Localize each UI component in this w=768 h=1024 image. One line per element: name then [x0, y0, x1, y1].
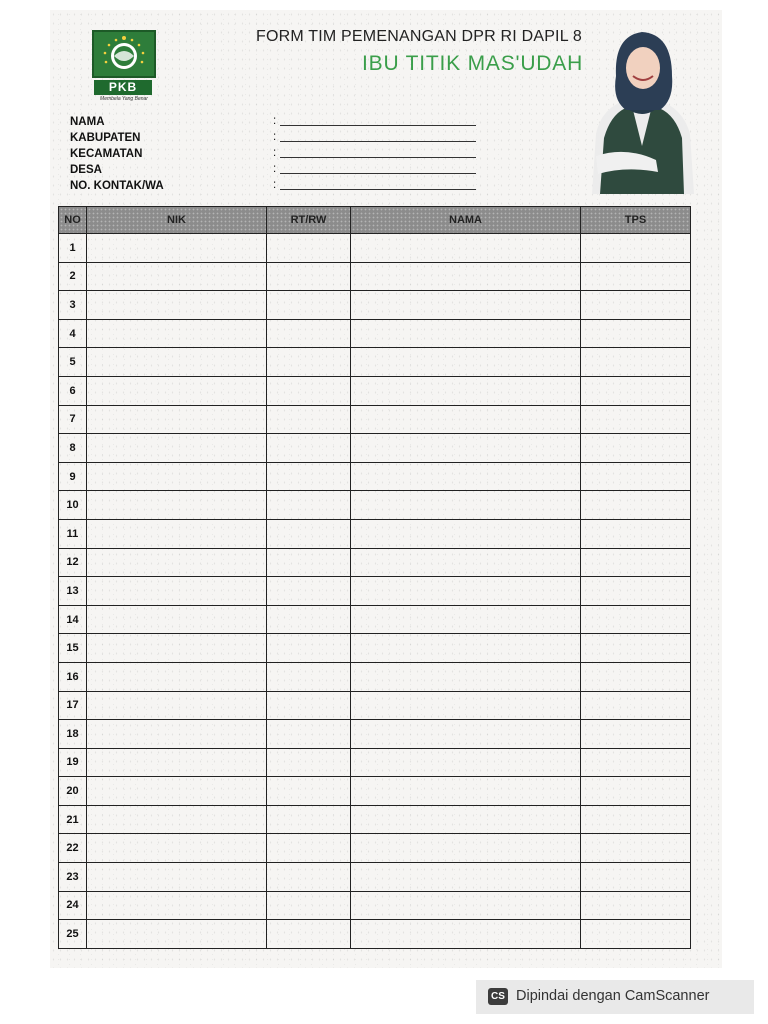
row-number: 19	[59, 748, 87, 777]
table-cell[interactable]	[351, 634, 581, 663]
table-cell[interactable]	[351, 234, 581, 263]
table-cell[interactable]	[581, 577, 691, 606]
table-cell[interactable]	[267, 376, 351, 405]
table-cell[interactable]	[87, 434, 267, 463]
identity-fields	[70, 115, 490, 195]
table-cell[interactable]	[581, 262, 691, 291]
table-cell[interactable]	[351, 691, 581, 720]
candidate-name: IBU TITIK MAS'UDAH	[362, 52, 584, 75]
table-cell[interactable]	[267, 348, 351, 377]
table-cell[interactable]	[351, 577, 581, 606]
field-row	[70, 131, 490, 147]
row-number: 6	[59, 376, 87, 405]
camscanner-icon: CS	[488, 988, 508, 1005]
row-number: 24	[59, 891, 87, 920]
pkb-emblem-icon	[92, 30, 156, 78]
table-row	[59, 577, 691, 606]
field-label: NAMA	[70, 116, 105, 128]
table-cell[interactable]	[267, 777, 351, 806]
table-cell[interactable]	[351, 319, 581, 348]
table-cell[interactable]	[581, 662, 691, 691]
table-cell[interactable]	[351, 491, 581, 520]
table-cell[interactable]	[87, 462, 267, 491]
member-table	[58, 206, 691, 949]
candidate-photo	[586, 26, 698, 194]
table-cell[interactable]	[87, 691, 267, 720]
table-cell[interactable]	[87, 234, 267, 263]
table-cell[interactable]	[87, 519, 267, 548]
table-cell[interactable]	[581, 891, 691, 920]
row-number: 4	[59, 319, 87, 348]
field-colon: :	[273, 147, 277, 159]
table-row	[59, 834, 691, 863]
row-number: 2	[59, 262, 87, 291]
camscanner-text: Dipindai dengan CamScanner	[516, 988, 710, 1004]
table-row	[59, 405, 691, 434]
table-cell[interactable]	[87, 777, 267, 806]
field-colon: :	[273, 131, 277, 143]
table-cell[interactable]	[581, 834, 691, 863]
table-header-row	[59, 207, 691, 234]
table-cell[interactable]	[581, 348, 691, 377]
row-number: 5	[59, 348, 87, 377]
row-number: 8	[59, 434, 87, 463]
table-cell[interactable]	[87, 319, 267, 348]
table-row	[59, 491, 691, 520]
table-cell[interactable]	[267, 720, 351, 749]
table-row	[59, 891, 691, 920]
row-number: 20	[59, 777, 87, 806]
table-cell[interactable]	[351, 805, 581, 834]
table-cell[interactable]	[267, 262, 351, 291]
table-row	[59, 748, 691, 777]
table-cell[interactable]	[351, 834, 581, 863]
table-cell[interactable]	[267, 805, 351, 834]
table-row	[59, 920, 691, 949]
table-cell[interactable]	[581, 605, 691, 634]
row-number: 25	[59, 920, 87, 949]
table-row	[59, 462, 691, 491]
row-number: 17	[59, 691, 87, 720]
field-colon: :	[273, 163, 277, 175]
row-number: 14	[59, 605, 87, 634]
table-cell[interactable]	[581, 548, 691, 577]
table-cell[interactable]	[267, 519, 351, 548]
table-cell[interactable]	[267, 548, 351, 577]
table-cell[interactable]	[267, 748, 351, 777]
table-cell[interactable]	[351, 405, 581, 434]
table-cell[interactable]	[267, 691, 351, 720]
table-cell[interactable]	[351, 348, 581, 377]
row-number: 22	[59, 834, 87, 863]
table-cell[interactable]	[351, 519, 581, 548]
table-cell[interactable]	[581, 777, 691, 806]
field-label: KECAMATAN	[70, 148, 143, 160]
row-number: 1	[59, 234, 87, 263]
table-cell[interactable]	[267, 891, 351, 920]
table-cell[interactable]	[351, 376, 581, 405]
field-colon: :	[273, 115, 277, 127]
row-number: 12	[59, 548, 87, 577]
column-header: NIK	[87, 207, 267, 234]
table-cell[interactable]	[267, 434, 351, 463]
table-cell[interactable]	[351, 863, 581, 892]
table-cell[interactable]	[351, 462, 581, 491]
table-cell[interactable]	[351, 662, 581, 691]
field-row	[70, 163, 490, 179]
table-cell[interactable]	[267, 834, 351, 863]
field-label: NO. KONTAK/WA	[70, 180, 164, 192]
table-row	[59, 777, 691, 806]
table-cell[interactable]	[87, 548, 267, 577]
table-cell[interactable]	[351, 605, 581, 634]
table-cell[interactable]	[351, 262, 581, 291]
table-cell[interactable]	[581, 920, 691, 949]
table-cell[interactable]	[87, 748, 267, 777]
row-number: 18	[59, 720, 87, 749]
table-cell[interactable]	[87, 834, 267, 863]
table-row	[59, 805, 691, 834]
column-header: TPS	[581, 207, 691, 234]
table-row	[59, 376, 691, 405]
table-row	[59, 262, 691, 291]
field-colon: :	[273, 179, 277, 191]
row-number: 9	[59, 462, 87, 491]
table-cell[interactable]	[581, 434, 691, 463]
field-row	[70, 147, 490, 163]
table-cell[interactable]	[87, 491, 267, 520]
table-cell[interactable]	[267, 920, 351, 949]
row-number: 10	[59, 491, 87, 520]
table-cell[interactable]	[87, 920, 267, 949]
table-cell[interactable]	[87, 348, 267, 377]
row-number: 16	[59, 662, 87, 691]
row-number: 3	[59, 291, 87, 320]
table-cell[interactable]	[267, 319, 351, 348]
table-cell[interactable]	[351, 434, 581, 463]
table-row	[59, 519, 691, 548]
table-cell[interactable]	[267, 863, 351, 892]
table-cell[interactable]	[581, 634, 691, 663]
table-body	[59, 234, 691, 949]
field-row	[70, 115, 490, 131]
row-number: 13	[59, 577, 87, 606]
row-number: 15	[59, 634, 87, 663]
table-row	[59, 291, 691, 320]
form-title: FORM TIM PEMENANGAN DPR RI DAPIL 8	[256, 28, 582, 45]
table-cell[interactable]	[87, 291, 267, 320]
table-cell[interactable]	[267, 405, 351, 434]
table-cell[interactable]	[351, 720, 581, 749]
table-row	[59, 319, 691, 348]
field-label: DESA	[70, 164, 102, 176]
field-label: KABUPATEN	[70, 132, 141, 144]
table-cell[interactable]	[581, 691, 691, 720]
table-cell[interactable]	[581, 234, 691, 263]
table-cell[interactable]	[267, 662, 351, 691]
table-cell[interactable]	[267, 462, 351, 491]
table-cell[interactable]	[581, 748, 691, 777]
table-cell[interactable]	[581, 462, 691, 491]
table-cell[interactable]	[267, 491, 351, 520]
row-number: 21	[59, 805, 87, 834]
table-cell[interactable]	[267, 634, 351, 663]
table-cell[interactable]	[581, 405, 691, 434]
column-header: NO	[59, 207, 87, 234]
table-cell[interactable]	[87, 662, 267, 691]
row-number: 11	[59, 519, 87, 548]
table-cell[interactable]	[351, 291, 581, 320]
table-cell[interactable]	[351, 777, 581, 806]
table-cell[interactable]	[87, 634, 267, 663]
field-input-line[interactable]	[280, 125, 476, 126]
table-row	[59, 548, 691, 577]
table-cell[interactable]	[581, 376, 691, 405]
table-cell[interactable]	[581, 291, 691, 320]
table-cell[interactable]	[87, 262, 267, 291]
table-row	[59, 434, 691, 463]
table-row	[59, 605, 691, 634]
column-header: RT/RW	[267, 207, 351, 234]
table-cell[interactable]	[267, 605, 351, 634]
table-cell[interactable]	[581, 863, 691, 892]
row-number: 23	[59, 863, 87, 892]
field-input-line[interactable]	[280, 189, 476, 190]
table-row	[59, 634, 691, 663]
table-cell[interactable]	[87, 405, 267, 434]
pkb-logo-text: PKB	[94, 80, 152, 95]
table-cell[interactable]	[87, 376, 267, 405]
member-table-wrap	[58, 206, 690, 956]
table-cell[interactable]	[87, 891, 267, 920]
table-cell[interactable]	[267, 577, 351, 606]
table-row	[59, 720, 691, 749]
table-cell[interactable]	[87, 805, 267, 834]
table-cell[interactable]	[87, 577, 267, 606]
table-cell[interactable]	[267, 234, 351, 263]
table-cell[interactable]	[267, 291, 351, 320]
table-row	[59, 863, 691, 892]
table-cell[interactable]	[351, 548, 581, 577]
column-header: NAMA	[351, 207, 581, 234]
table-cell[interactable]	[87, 863, 267, 892]
table-cell[interactable]	[351, 920, 581, 949]
table-cell[interactable]	[581, 720, 691, 749]
table-cell[interactable]	[351, 891, 581, 920]
table-row	[59, 691, 691, 720]
table-row	[59, 662, 691, 691]
field-row	[70, 179, 490, 195]
field-input-line[interactable]	[280, 157, 476, 158]
table-cell[interactable]	[87, 720, 267, 749]
table-row	[59, 234, 691, 263]
table-cell[interactable]	[581, 319, 691, 348]
camscanner-footer	[476, 980, 754, 1014]
table-row	[59, 348, 691, 377]
pkb-logo	[92, 30, 156, 102]
table-cell[interactable]	[87, 605, 267, 634]
pkb-logo-tagline: Membela Yang Benar	[100, 96, 148, 102]
field-input-line[interactable]	[280, 173, 476, 174]
table-cell[interactable]	[581, 491, 691, 520]
table-cell[interactable]	[351, 748, 581, 777]
table-cell[interactable]	[581, 519, 691, 548]
table-cell[interactable]	[581, 805, 691, 834]
field-input-line[interactable]	[280, 141, 476, 142]
row-number: 7	[59, 405, 87, 434]
